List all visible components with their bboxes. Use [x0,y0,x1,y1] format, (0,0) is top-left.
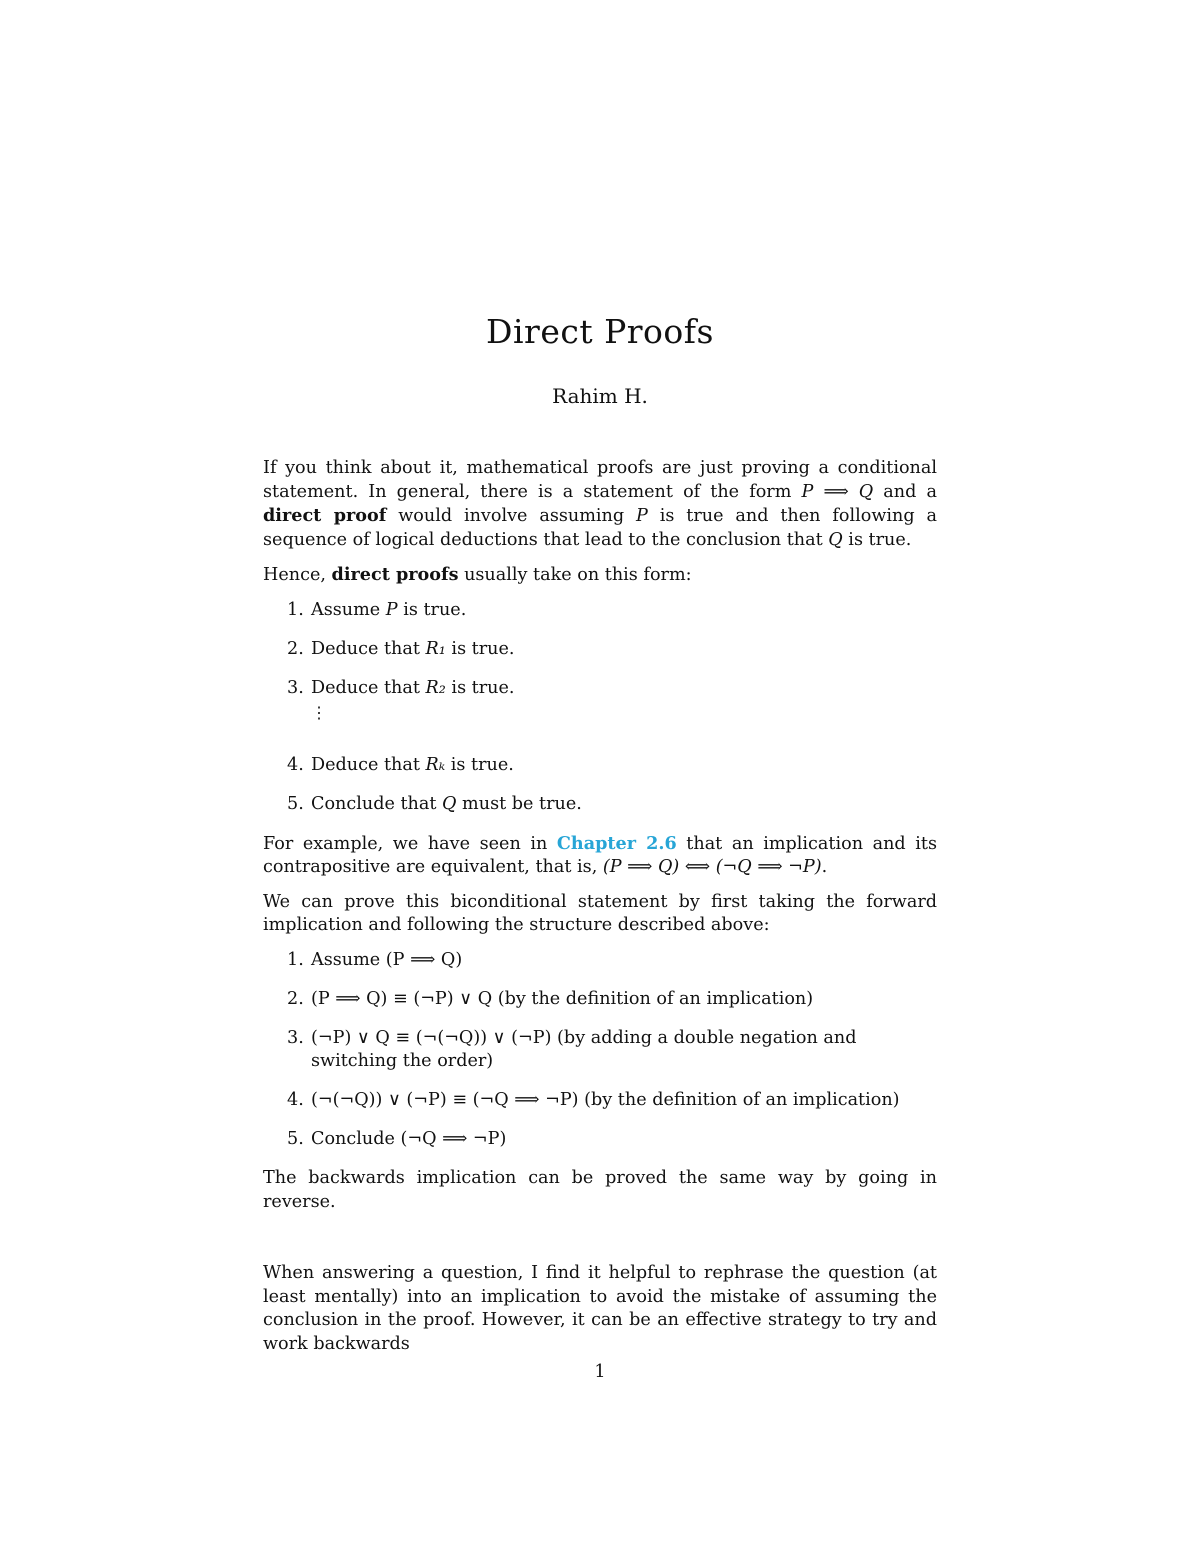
closing-paragraph: When answering a question, I find it helpful to rephrase the question (at least mentally) into an implication to avoid the mistake of assuming the conclusion in the proof. However, it can be an effective strategy to try and work backwards [263,1263,937,1354]
vertical-ellipsis: ⋮ [311,702,327,722]
list-item: 1. Assume P is true. [287,599,467,620]
page-title: Direct Proofs [486,312,714,351]
list-item: 4. (¬(¬Q)) ∨ (¬P) ≡ (¬Q ⟹ ¬P) (by the definition of an implication) [287,1090,900,1110]
list-item: 4. Deduce that Rₖ is true. [287,754,514,775]
list-item: 2. (P ⟹ Q) ≡ (¬P) ∨ Q (by the definition of an implication) [287,988,814,1009]
list-item: 3. Deduce that R₂ is true. [287,677,515,698]
backwards-paragraph: The backwards implication can be proved the same way by going in reverse. [263,1168,937,1212]
chapter-link[interactable]: Chapter 2.6 [556,832,677,854]
list-item: 5. Conclude (¬Q ⟹ ¬P) [287,1129,507,1149]
page-number: 1 [594,1362,606,1382]
form-intro-paragraph: Hence, direct proofs usually take on this form: [263,564,692,585]
term-direct-proofs: direct proofs [331,564,459,585]
author-name: Rahim H. [552,384,648,408]
list-item: 1. Assume (P ⟹ Q) [287,949,463,970]
intro-paragraph: If you think about it, mathematical proofs are just proving a conditional statement. In general, there is a statement of the form P ⟹ Q and a direct proof would involve assuming P is true and then following a sequence of logical deductions that lead to the conclusion that Q is true. [263,458,937,550]
direct-proof-steps [263,599,937,817]
list-item: 3. (¬P) ∨ Q ≡ (¬(¬Q)) ∨ (¬P) (by adding a double negation and switching the order) [287,1027,857,1071]
list-item: 2. Deduce that R₁ is true. [287,638,515,659]
document-body [263,457,937,1356]
proof-steps [263,949,937,1152]
example-paragraph: For example, we have seen in Chapter 2.6 that an implication and its contrapositive are equivalent, that is, (P ⟹ Q) ⟺ (¬Q ⟹ ¬P). [263,832,937,877]
list-item: 5. Conclude that Q must be true. [287,793,582,814]
term-direct-proof: direct proof [263,505,387,526]
prove-intro-paragraph: We can prove this biconditional statement by first taking the forward implication and following the structure described above: [263,891,937,935]
